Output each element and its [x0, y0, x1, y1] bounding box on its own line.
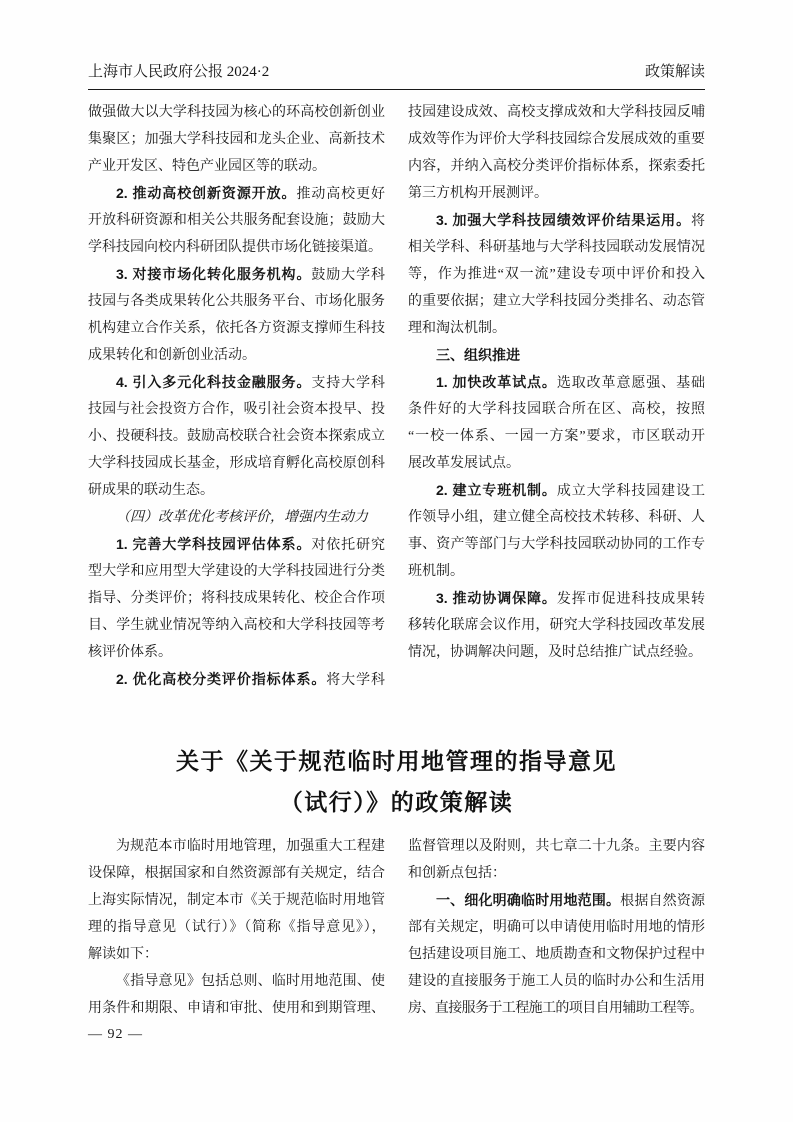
emphasis-text: 3. 推动协调保障。: [436, 590, 557, 606]
page-number: — 92 —: [88, 1027, 143, 1042]
article-bottom-left-column: [88, 833, 385, 1022]
body-text: 小、投硬科技。鼓励高校联合社会资本探索成立: [88, 429, 385, 444]
body-text: （四）改革优化考核评价，增强内生动力: [116, 510, 368, 525]
body-text: 为规范本市临时用地管理，加强重大工程建: [116, 839, 385, 854]
text-line: [88, 887, 385, 914]
text-line: [88, 234, 385, 261]
body-text: 条件好的大学科技园联合所在区、高校，按照: [408, 402, 705, 417]
body-text: 鼓励大学科: [311, 268, 385, 283]
article-bottom-right-column: [408, 833, 705, 1022]
text-line: [408, 99, 705, 126]
body-text: 技园与各类成果转化公共服务平台、市场化服务: [88, 294, 385, 309]
body-text: 事、资产等部门与大学科技园联动协同的工作专: [408, 537, 705, 552]
text-line: [88, 504, 385, 531]
body-text: 包括建设项目施工、地质勘查和文物保护过程中: [408, 947, 705, 962]
text-line: [408, 234, 705, 261]
text-line: [408, 914, 705, 941]
body-text: 技园建设成效、高校支撑成效和大学科技园反哺: [408, 105, 705, 120]
text-line: [408, 288, 705, 315]
text-line: [88, 396, 385, 423]
body-text: 建设的直接服务于施工人员的临时办公和生活用: [408, 974, 705, 989]
text-line: [408, 887, 705, 914]
text-line: [88, 639, 385, 666]
body-text: 等，作为推进“双一流”建设专项中评价和投入: [408, 267, 705, 282]
text-line: [408, 860, 705, 887]
text-line: [408, 153, 705, 180]
body-text: 根据自然资源: [620, 894, 706, 909]
text-line: [408, 396, 705, 423]
body-text: 开放科研资源和相关公共服务配套设施；鼓励大: [88, 213, 385, 228]
text-line: [408, 639, 705, 666]
body-text: 作领导小组，建立健全高校技术转移、科研、人: [408, 510, 705, 525]
article-title-line1: 关于《关于规范临时用地管理的指导意见: [176, 748, 617, 774]
body-text: 对依托研究: [311, 538, 385, 553]
emphasis-text: 3. 加强大学科技园绩效评价结果运用。: [436, 212, 691, 228]
emphasis-text: 2. 优化高校分类评价指标体系。: [116, 671, 327, 687]
text-line: [88, 833, 385, 860]
body-text: 推动高校更好: [296, 187, 385, 202]
article-top: [88, 99, 705, 693]
body-text: 做强做大以大学科技园为核心的环高校创新创业: [88, 105, 385, 120]
body-text: 将: [691, 214, 705, 229]
body-text: 指导、分类评价；将科技成果转化、校企合作项: [88, 591, 385, 606]
body-text: 移转化联席会议作用，研究大学科技园改革发展: [408, 618, 705, 633]
article-title: [0, 741, 793, 823]
body-text: 的重要依据；建立大学科技园分类排名、动态管: [408, 294, 705, 309]
body-text: 成立大学科技园建设工: [556, 484, 705, 499]
body-text: 目、学生就业情况等纳入高校和大学科技园等考: [88, 618, 385, 633]
page-footer: [88, 1027, 143, 1043]
emphasis-text: 2. 建立专班机制。: [436, 482, 557, 498]
emphasis-text: 三、组织推进: [436, 347, 520, 363]
body-text: 研成果的联动生态。: [88, 483, 214, 498]
text-line: [408, 369, 705, 396]
body-text: 集聚区；加强大学科技园和龙头企业、高新技术: [88, 132, 385, 147]
body-text: 将大学科: [326, 673, 385, 688]
body-text: 展改革发展试点。: [408, 456, 520, 471]
section-label: 政策解读: [644, 64, 705, 80]
text-line: [88, 207, 385, 234]
text-line: [88, 369, 385, 396]
text-line: [88, 315, 385, 342]
text-line: [88, 99, 385, 126]
article-top-right-column: [408, 99, 705, 693]
body-text: 理的指导意见（试行）》（简称《指导意见》），: [88, 920, 385, 935]
text-line: [408, 315, 705, 342]
text-line: [88, 180, 385, 207]
text-line: [408, 504, 705, 531]
body-text: 《指导意见》包括总则、临时用地范围、使: [116, 974, 385, 989]
text-line: [88, 450, 385, 477]
body-text: 理和淘汰机制。: [408, 321, 506, 336]
text-line: [408, 180, 705, 207]
body-text: 上海实际情况，制定本市《关于规范临时用地管: [88, 893, 385, 908]
article-title-line2: （试行）》的政策解读: [279, 789, 514, 815]
article-bottom: [88, 833, 705, 1022]
text-line: [88, 342, 385, 369]
article-top-left-column: [88, 99, 385, 693]
text-line: [88, 941, 385, 968]
body-text: 和创新点包括：: [408, 866, 506, 881]
text-line: [408, 833, 705, 860]
emphasis-text: 1. 加快改革试点。: [436, 374, 557, 390]
text-line: [408, 995, 705, 1022]
text-line: [88, 995, 385, 1022]
text-line: [88, 558, 385, 585]
body-text: “一校一体系、一园一方案”要求，市区联动开: [408, 429, 705, 444]
body-text: 情况，协调解决问题，及时总结推广试点经验。: [408, 645, 702, 660]
body-text: 内容，并纳入高校分类评价指标体系，探索委托: [408, 159, 705, 174]
gazette-title: 上海市人民政府公报 2024·2: [88, 64, 270, 80]
body-text: 技园与社会投资方合作，吸引社会资本投早、投: [88, 402, 385, 417]
text-line: [88, 288, 385, 315]
text-line: [88, 477, 385, 504]
body-text: 机构建立合作关系，依托各方资源支撑师生科技: [88, 321, 385, 336]
emphasis-text: 2. 推动高校创新资源开放。: [116, 185, 297, 201]
body-text: 发挥市促进科技成果转: [556, 592, 705, 607]
text-line: [408, 423, 705, 450]
text-line: [408, 612, 705, 639]
body-text: 选取改革意愿强、基础: [556, 376, 705, 391]
body-text: 解读如下：: [88, 947, 158, 962]
text-line: [408, 558, 705, 585]
text-line: [88, 261, 385, 288]
text-line: [408, 450, 705, 477]
body-text: 型大学和应用型大学建设的大学科技园进行分类: [88, 564, 385, 579]
text-line: [88, 423, 385, 450]
text-line: [88, 612, 385, 639]
body-text: 产业开发区、特色产业园区等的联动。: [88, 159, 326, 174]
text-line: [408, 531, 705, 558]
body-text: 支持大学科: [311, 376, 385, 391]
text-line: [88, 666, 385, 693]
text-line: [408, 342, 705, 369]
text-line: [88, 531, 385, 558]
text-line: [88, 126, 385, 153]
emphasis-text: 3. 对接市场化转化服务机构。: [116, 266, 312, 282]
text-line: [408, 477, 705, 504]
body-text: 成效等作为评价大学科技园综合发展成效的重要: [408, 132, 705, 147]
body-text: 相关学科、科研基地与大学科技园联动发展情况: [408, 240, 705, 255]
body-text: 房、直接服务于工程施工的项目自用辅助工程等。: [408, 1001, 703, 1016]
header-rule: [88, 89, 705, 90]
text-line: [88, 860, 385, 887]
text-line: [88, 153, 385, 180]
body-text: 学科技园向校内科研团队提供市场化链接渠道。: [88, 240, 382, 255]
text-line: [408, 207, 705, 234]
body-text: 大学科技园成长基金，形成培育孵化高校原创科: [88, 456, 385, 471]
body-text: 班机制。: [408, 564, 464, 579]
body-text: 设保障，根据国家和自然资源部有关规定，结合: [88, 866, 385, 881]
text-line: [408, 585, 705, 612]
text-line: [408, 968, 705, 995]
page-header: [88, 60, 705, 81]
body-text: 成果转化和创新创业活动。: [88, 348, 256, 363]
emphasis-text: 一、细化明确临时用地范围。: [436, 892, 621, 908]
text-line: [88, 585, 385, 612]
body-text: 监督管理以及附则，共七章二十九条。主要内容: [408, 839, 705, 854]
text-line: [408, 126, 705, 153]
body-text: 第三方机构开展测评。: [408, 186, 548, 201]
text-line: [88, 914, 385, 941]
body-text: 部有关规定，明确可以申请使用临时用地的情形: [408, 920, 705, 935]
body-text: 用条件和期限、申请和审批、使用和到期管理、: [88, 1001, 385, 1016]
emphasis-text: 1. 完善大学科技园评估体系。: [116, 536, 312, 552]
text-line: [88, 968, 385, 995]
text-line: [408, 941, 705, 968]
body-text: 核评价体系。: [88, 645, 172, 660]
text-line: [408, 261, 705, 288]
emphasis-text: 4. 引入多元化科技金融服务。: [116, 374, 312, 390]
